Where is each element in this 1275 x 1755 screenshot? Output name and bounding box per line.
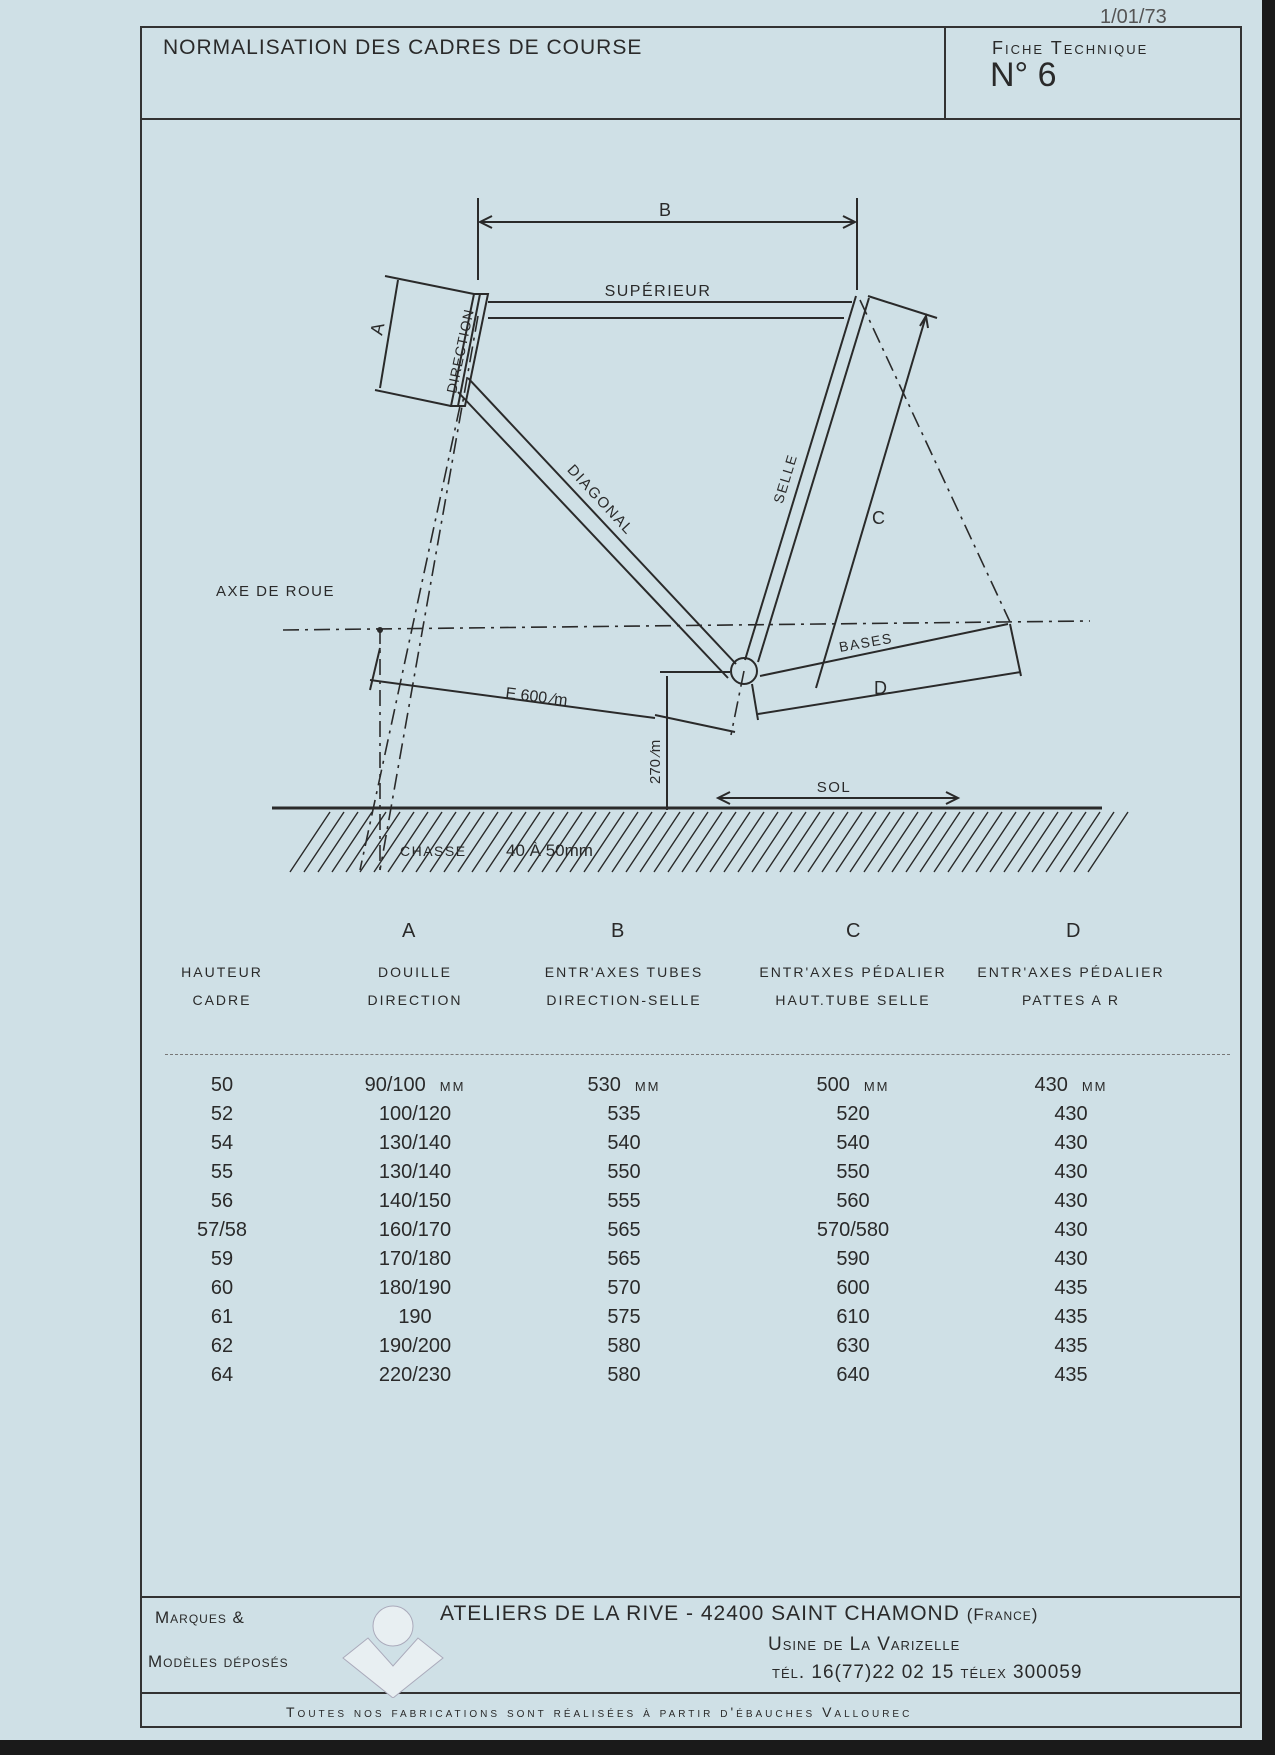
column-letter: B — [611, 920, 625, 942]
label-270: 270 ⁄m — [647, 739, 664, 784]
table-cell: 180/190 — [378, 1277, 452, 1299]
label-a: A — [366, 320, 389, 337]
unit-label: MM — [863, 1079, 890, 1094]
column-header: CADRE — [192, 992, 252, 1008]
table-cell: 630 — [836, 1335, 870, 1357]
fiche-number: N° 6 — [990, 56, 1057, 94]
table-cell: 565 — [607, 1248, 641, 1270]
table-cell: 56 — [210, 1190, 234, 1212]
table-cell: 430 — [1054, 1248, 1088, 1270]
usine: Usine de La Varizelle — [768, 1634, 961, 1655]
column-header: ENTR'AXES PÉDALIER — [977, 964, 1165, 980]
table-cell: 160/170 — [378, 1219, 452, 1241]
table-cell: 130/140 — [378, 1161, 452, 1183]
table-cell: 57/58 — [196, 1219, 248, 1241]
label-d: D — [874, 678, 887, 698]
table-cell: 575 — [607, 1306, 641, 1328]
column-letter: C — [846, 920, 861, 942]
label-chasse: CHASSE — [400, 843, 467, 859]
column-header: HAUTEUR — [181, 964, 263, 980]
table-cell: 430 — [1054, 1219, 1088, 1241]
company-name: ATELIERS DE LA RIVE - 42400 SAINT CHAMOND — [440, 1602, 960, 1625]
table-cell: 50 — [210, 1074, 234, 1096]
label-selle: SELLE — [770, 451, 801, 506]
label-superieur: SUPÉRIEUR — [604, 283, 712, 300]
table-cell: 565 — [607, 1219, 641, 1241]
table-cell: 430 — [1054, 1190, 1088, 1212]
table-cell: 555 — [607, 1190, 641, 1212]
table-cell: 435 — [1054, 1364, 1088, 1386]
company-logo — [338, 1598, 448, 1698]
column-header: DIRECTION-SELLE — [546, 992, 702, 1008]
label-bases: BASES — [837, 629, 894, 655]
table-cell: 540 — [836, 1132, 870, 1154]
column-header: ENTR'AXES TUBES — [544, 964, 704, 980]
column-header: PATTES A R — [1021, 992, 1121, 1008]
table-cell: 62 — [210, 1335, 234, 1357]
label-chasse-value: 40 À 50mm — [506, 841, 593, 860]
label-sol: SOL — [816, 779, 852, 796]
company-country: (France) — [966, 1605, 1039, 1624]
label-direction: DIRECTION — [443, 307, 477, 395]
unit-label: MM — [634, 1079, 661, 1094]
unit-label: MM — [439, 1079, 466, 1094]
table-cell: 220/230 — [378, 1364, 452, 1386]
label-c: C — [872, 508, 885, 528]
table-cell: 190 — [398, 1306, 432, 1328]
table-cell: 560 — [836, 1190, 870, 1212]
table-cell: 610 — [836, 1306, 870, 1328]
table-cell: 54 — [210, 1132, 234, 1154]
table-cell: 60 — [210, 1277, 234, 1299]
label-b: B — [658, 200, 672, 220]
table-cell: 535 — [607, 1103, 641, 1125]
table-cell: 55 — [210, 1161, 234, 1183]
table-cell: 430 — [1054, 1132, 1088, 1154]
table-cell: 190/200 — [378, 1335, 452, 1357]
table-cell: 52 — [210, 1103, 234, 1125]
company-line — [440, 1602, 1038, 1626]
marques-line1: Marques & — [155, 1608, 245, 1627]
table-cell: 500 MM — [816, 1074, 890, 1096]
table-cell: 600 — [836, 1277, 870, 1299]
table-cell: 430 — [1054, 1103, 1088, 1125]
table-cell: 580 — [607, 1335, 641, 1357]
table-cell: 170/180 — [378, 1248, 452, 1270]
table-cell: 430 — [1054, 1161, 1088, 1183]
table-cell: 140/150 — [378, 1190, 452, 1212]
column-letter: A — [402, 920, 416, 942]
column-letter: D — [1066, 920, 1081, 942]
table-cell: 520 — [836, 1103, 870, 1125]
bottom-note: Toutes nos fabrications sont réalisées à partir d'ébauches Vallourec — [286, 1704, 913, 1720]
table-cell: 540 — [607, 1132, 641, 1154]
table-cell: 64 — [210, 1364, 234, 1386]
column-header: ENTR'AXES PÉDALIER — [759, 964, 947, 980]
table-cell: 550 — [607, 1161, 641, 1183]
table-cell: 430 MM — [1034, 1074, 1108, 1096]
label-diagonal: DIAGONAL — [563, 461, 638, 539]
label-axe-de-roue: AXE DE ROUE — [216, 583, 336, 600]
table-rule — [165, 1054, 1230, 1055]
unit-label: MM — [1081, 1079, 1108, 1094]
table-cell: 61 — [210, 1306, 234, 1328]
phone: tél. 16(77)22 02 15 télex 300059 — [772, 1662, 1083, 1683]
table-cell: 640 — [836, 1364, 870, 1386]
table-cell: 530 MM — [587, 1074, 661, 1096]
table-cell: 435 — [1054, 1335, 1088, 1357]
table-cell: 435 — [1054, 1306, 1088, 1328]
table-cell: 435 — [1054, 1277, 1088, 1299]
table-cell: 90/100 MM — [364, 1074, 466, 1096]
fiche-label: Fiche Technique — [992, 38, 1149, 58]
column-header: DOUILLE — [378, 964, 452, 980]
table-cell: 570 — [607, 1277, 641, 1299]
date-stamp: 1/01/73 — [1100, 6, 1167, 28]
label-e: E 600 ⁄m — [504, 685, 569, 710]
table-cell: 590 — [836, 1248, 870, 1270]
column-header: DIRECTION — [367, 992, 463, 1008]
column-header: HAUT.TUBE SELLE — [775, 992, 931, 1008]
table-cell: 130/140 — [378, 1132, 452, 1154]
marques-line2: Modèles déposés — [148, 1652, 289, 1671]
table-cell: 550 — [836, 1161, 870, 1183]
table-cell: 100/120 — [378, 1103, 452, 1125]
page-title: NORMALISATION DES CADRES DE COURSE — [163, 36, 643, 59]
table-cell: 580 — [607, 1364, 641, 1386]
table-cell: 570/580 — [816, 1219, 890, 1241]
table-cell: 59 — [210, 1248, 234, 1270]
